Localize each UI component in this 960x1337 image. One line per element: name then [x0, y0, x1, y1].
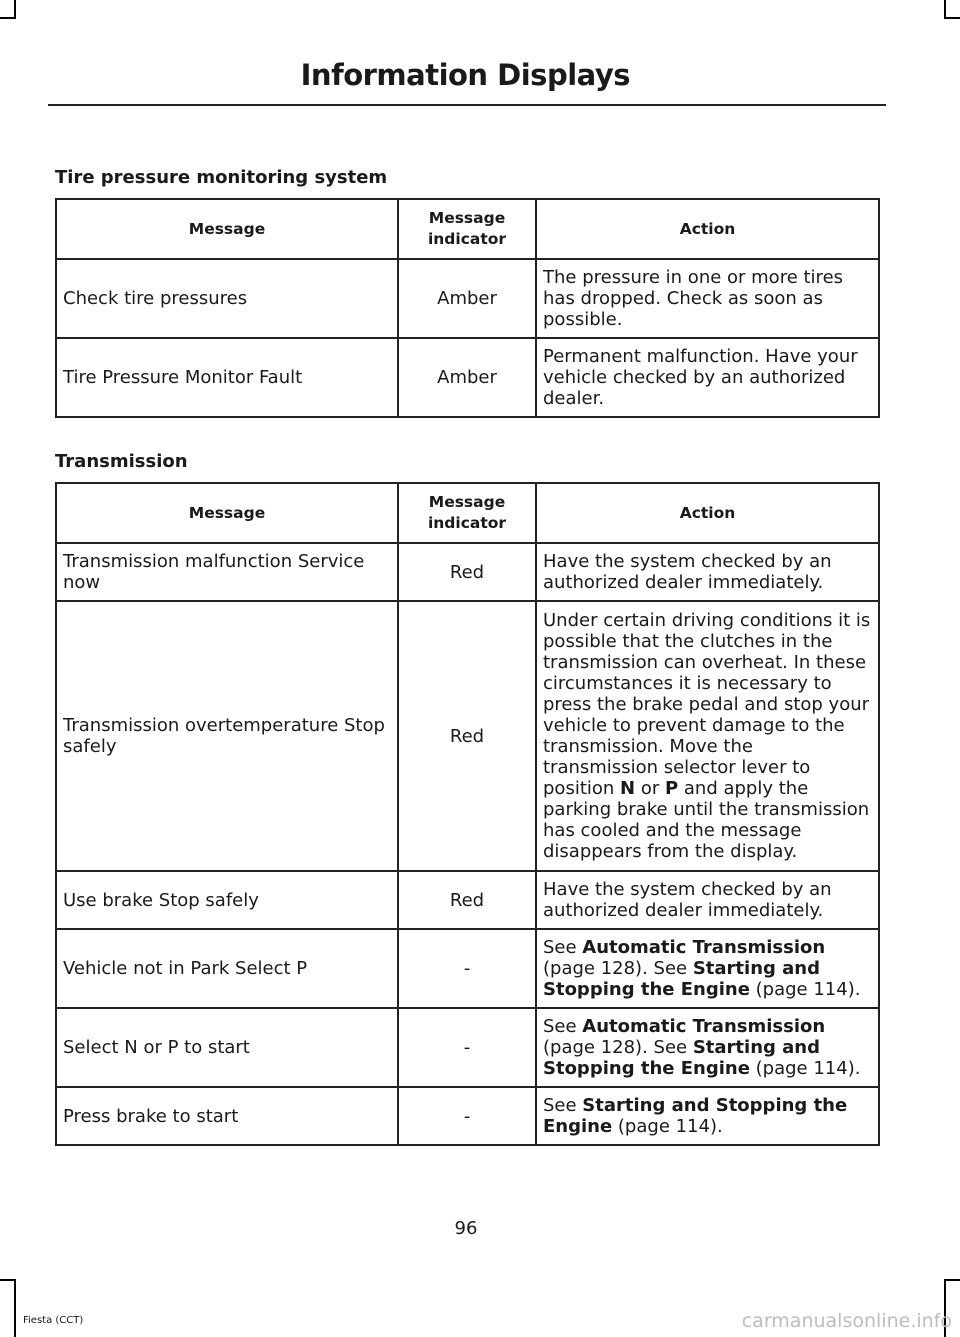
cell-message: Transmission overtemperature Stop safely: [56, 601, 398, 871]
cell-action: The pressure in one or more tires has dropped. Check as soon as possible.: [536, 259, 879, 338]
cell-indicator: Red: [398, 871, 536, 929]
crop-mark: [944, 17, 960, 19]
bold-reference: Automatic Transmission: [582, 937, 826, 958]
table-row: [56, 601, 879, 871]
bold-reference: Starting and Stopping the Engine: [543, 1037, 821, 1079]
crop-mark: [14, 0, 16, 18]
cell-message: Use brake Stop safely: [56, 871, 398, 929]
footer-model: Fiesta (CCT): [23, 1315, 84, 1326]
cell-message: Select N or P to start: [56, 1008, 398, 1087]
bold-reference: N: [620, 778, 636, 799]
column-header-message: Message: [56, 199, 398, 259]
column-header-indicator: Message indicator: [398, 483, 536, 543]
table-row: [56, 1087, 879, 1145]
cell-indicator: -: [398, 1008, 536, 1087]
table-row: [56, 543, 879, 601]
cell-indicator: -: [398, 929, 536, 1008]
cell-action: See Automatic Transmission (page 128). See Starting and Stopping the Engine (page 114).: [536, 1008, 879, 1087]
cell-indicator: Red: [398, 601, 536, 871]
cell-indicator: -: [398, 1087, 536, 1145]
header-divider: [48, 104, 886, 106]
page-number: 96: [454, 1218, 478, 1239]
cell-message: Vehicle not in Park Select P: [56, 929, 398, 1008]
cell-indicator: Amber: [398, 259, 536, 338]
cell-action: See Automatic Transmission (page 128). See Starting and Stopping the Engine (page 114).: [536, 929, 879, 1008]
cell-indicator: Red: [398, 543, 536, 601]
watermark: carmanualsonline.info: [741, 1310, 952, 1332]
tpms-table: [55, 198, 880, 418]
page-header-title: Information Displays: [300, 58, 630, 92]
bold-reference: P: [664, 778, 679, 799]
table-row: [56, 259, 879, 338]
column-header-indicator: Message indicator: [398, 199, 536, 259]
cell-action: See Starting and Stopping the Engine (page 114).: [536, 1087, 879, 1145]
table-row: [56, 871, 879, 929]
transmission-table: [55, 482, 880, 1146]
bold-reference: Automatic Transmission: [582, 1016, 826, 1037]
table-row: [56, 1008, 879, 1087]
cell-action: Have the system checked by an authorized dealer immediately.: [536, 871, 879, 929]
cell-message: Press brake to start: [56, 1087, 398, 1145]
crop-mark: [944, 1279, 960, 1281]
section-title-transmission: Transmission: [55, 451, 188, 472]
column-header-action: Action: [536, 483, 879, 543]
section-title-tpms: Tire pressure monitoring system: [55, 167, 388, 188]
crop-mark: [944, 0, 946, 18]
cell-message: Tire Pressure Monitor Fault: [56, 338, 398, 417]
column-header-message: Message: [56, 483, 398, 543]
table-row: [56, 929, 879, 1008]
table-row: [56, 338, 879, 417]
column-header-action: Action: [536, 199, 879, 259]
cell-message: Transmission malfunction Service now: [56, 543, 398, 601]
cell-action: Have the system checked by an authorized dealer immediately.: [536, 543, 879, 601]
bold-reference: Starting and Stopping the Engine: [543, 1095, 848, 1137]
cell-action: Permanent malfunction. Have your vehicle checked by an authorized dealer.: [536, 338, 879, 417]
cell-indicator: Amber: [398, 338, 536, 417]
crop-mark: [14, 1279, 16, 1337]
crop-mark: [0, 17, 16, 19]
bold-reference: Starting and Stopping the Engine: [543, 958, 821, 1000]
cell-action: Under certain driving conditions it is possible that the clutches in the transmission can overheat. In these circumstances it is necessary to press the brake pedal and stop your vehicle to prevent damage to the transmission. Move the transmission selector lever to position N or P and apply the parking brake until the transmission has cooled and the message disappears from the display.: [536, 601, 879, 871]
cell-message: Check tire pressures: [56, 259, 398, 338]
